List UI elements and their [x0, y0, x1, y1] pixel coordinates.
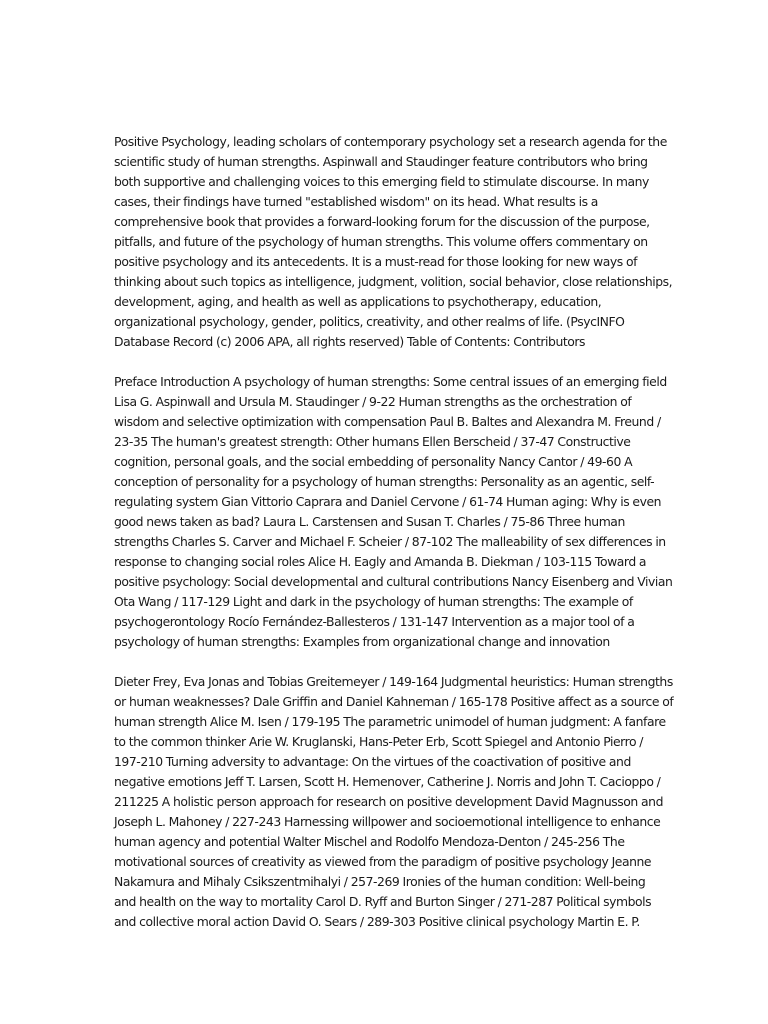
text-line: Database Record (c) 2006 APA, all rights reserved) Table of Contents: Contributors [114, 334, 586, 349]
text-line: psychology of human strengths: Examples from organizational change and innovation [114, 634, 610, 649]
text-line: development, aging, and health as well as applications to psychotherapy, education, [114, 294, 602, 309]
text-line: conception of personality for a psychology of human strengths: Personality as an agentic, self- [114, 474, 655, 489]
text-line: human strength Alice M. Isen / 179-195 The parametric unimodel of human judgment: A fanfare [114, 714, 666, 729]
text-line: or human weaknesses? Dale Griffin and Daniel Kahneman / 165-178 Positive affect as a source of [114, 694, 674, 709]
text-line: pitfalls, and future of the psychology of human strengths. This volume offers commentary on [114, 234, 648, 249]
text-line: strengths Charles S. Carver and Michael F. Scheier / 87-102 The malleability of sex differences in [114, 534, 666, 549]
text-line: good news taken as bad? Laura L. Carstensen and Susan T. Charles / 75-86 Three human [114, 514, 625, 529]
text-line: response to changing social roles Alice H. Eagly and Amanda B. Diekman / 103-115 Toward a [114, 554, 647, 569]
text-line: scientific study of human strengths. Aspinwall and Staudinger feature contributors who bring [114, 154, 648, 169]
text-line: cases, their findings have turned "established wisdom" on its head. What results is a [114, 194, 598, 209]
text-line: Dieter Frey, Eva Jonas and Tobias Greitemeyer / 149-164 Judgmental heuristics: Human strengths [114, 674, 673, 689]
paragraph-contents-part-1 [114, 372, 673, 652]
paragraph-contents-part-2 [114, 672, 674, 932]
text-line: positive psychology: Social developmental and cultural contributions Nancy Eisenberg and Vivian [114, 574, 673, 589]
text-line: Preface Introduction A psychology of human strengths: Some central issues of an emerging field [114, 374, 667, 389]
text-line: motivational sources of creativity as viewed from the paradigm of positive psychology Jeanne [114, 854, 652, 869]
text-line: organizational psychology, gender, politics, creativity, and other realms of life. (PsycINFO [114, 314, 625, 329]
text-line: negative emotions Jeff T. Larsen, Scott H. Hemenover, Catherine J. Norris and John T. Cacioppo / [114, 774, 661, 789]
text-line: comprehensive book that provides a forward-looking forum for the discussion of the purpose, [114, 214, 650, 229]
text-line: wisdom and selective optimization with compensation Paul B. Baltes and Alexandra M. Freund / [114, 414, 661, 429]
text-line: to the common thinker Arie W. Kruglanski, Hans-Peter Erb, Scott Spiegel and Antonio Pierro / [114, 734, 644, 749]
text-line: Ota Wang / 117-129 Light and dark in the psychology of human strengths: The example of [114, 594, 633, 609]
text-line: and health on the way to mortality Carol D. Ryff and Burton Singer / 271-287 Political symbols [114, 894, 652, 909]
text-line: thinking about such topics as intelligence, judgment, volition, social behavior, close relationships, [114, 274, 673, 289]
document-page [114, 132, 674, 952]
text-line: Lisa G. Aspinwall and Ursula M. Staudinger / 9-22 Human strengths as the orchestration of [114, 394, 632, 409]
text-line: positive psychology and its antecedents. It is a must-read for those looking for new ways of [114, 254, 637, 269]
text-line: psychogerontology Rocío Fernández-Ballesteros / 131-147 Intervention as a major tool of a [114, 614, 635, 629]
text-line: 211225 A holistic person approach for research on positive development David Magnusson and [114, 794, 663, 809]
text-line: cognition, personal goals, and the social embedding of personality Nancy Cantor / 49-60 A [114, 454, 633, 469]
text-line: human agency and potential Walter Mischel and Rodolfo Mendoza-Denton / 245-256 The [114, 834, 625, 849]
text-line: both supportive and challenging voices to this emerging field to stimulate discourse. In many [114, 174, 649, 189]
text-line: and collective moral action David O. Sears / 289-303 Positive clinical psychology Martin E. P. [114, 914, 640, 929]
text-line: Nakamura and Mihaly Csikszentmihalyi / 257-269 Ironies of the human condition: Well-being [114, 874, 646, 889]
text-line: 197-210 Turning adversity to advantage: On the virtues of the coactivation of positive and [114, 754, 631, 769]
text-line: Positive Psychology, leading scholars of contemporary psychology set a research agenda for the [114, 134, 667, 149]
text-line: regulating system Gian Vittorio Caprara and Daniel Cervone / 61-74 Human aging: Why is even [114, 494, 662, 509]
text-line: 23-35 The human's greatest strength: Other humans Ellen Berscheid / 37-47 Constructive [114, 434, 631, 449]
text-line: Joseph L. Mahoney / 227-243 Harnessing willpower and socioemotional intelligence to enhance [114, 814, 661, 829]
paragraph-description [114, 132, 673, 352]
